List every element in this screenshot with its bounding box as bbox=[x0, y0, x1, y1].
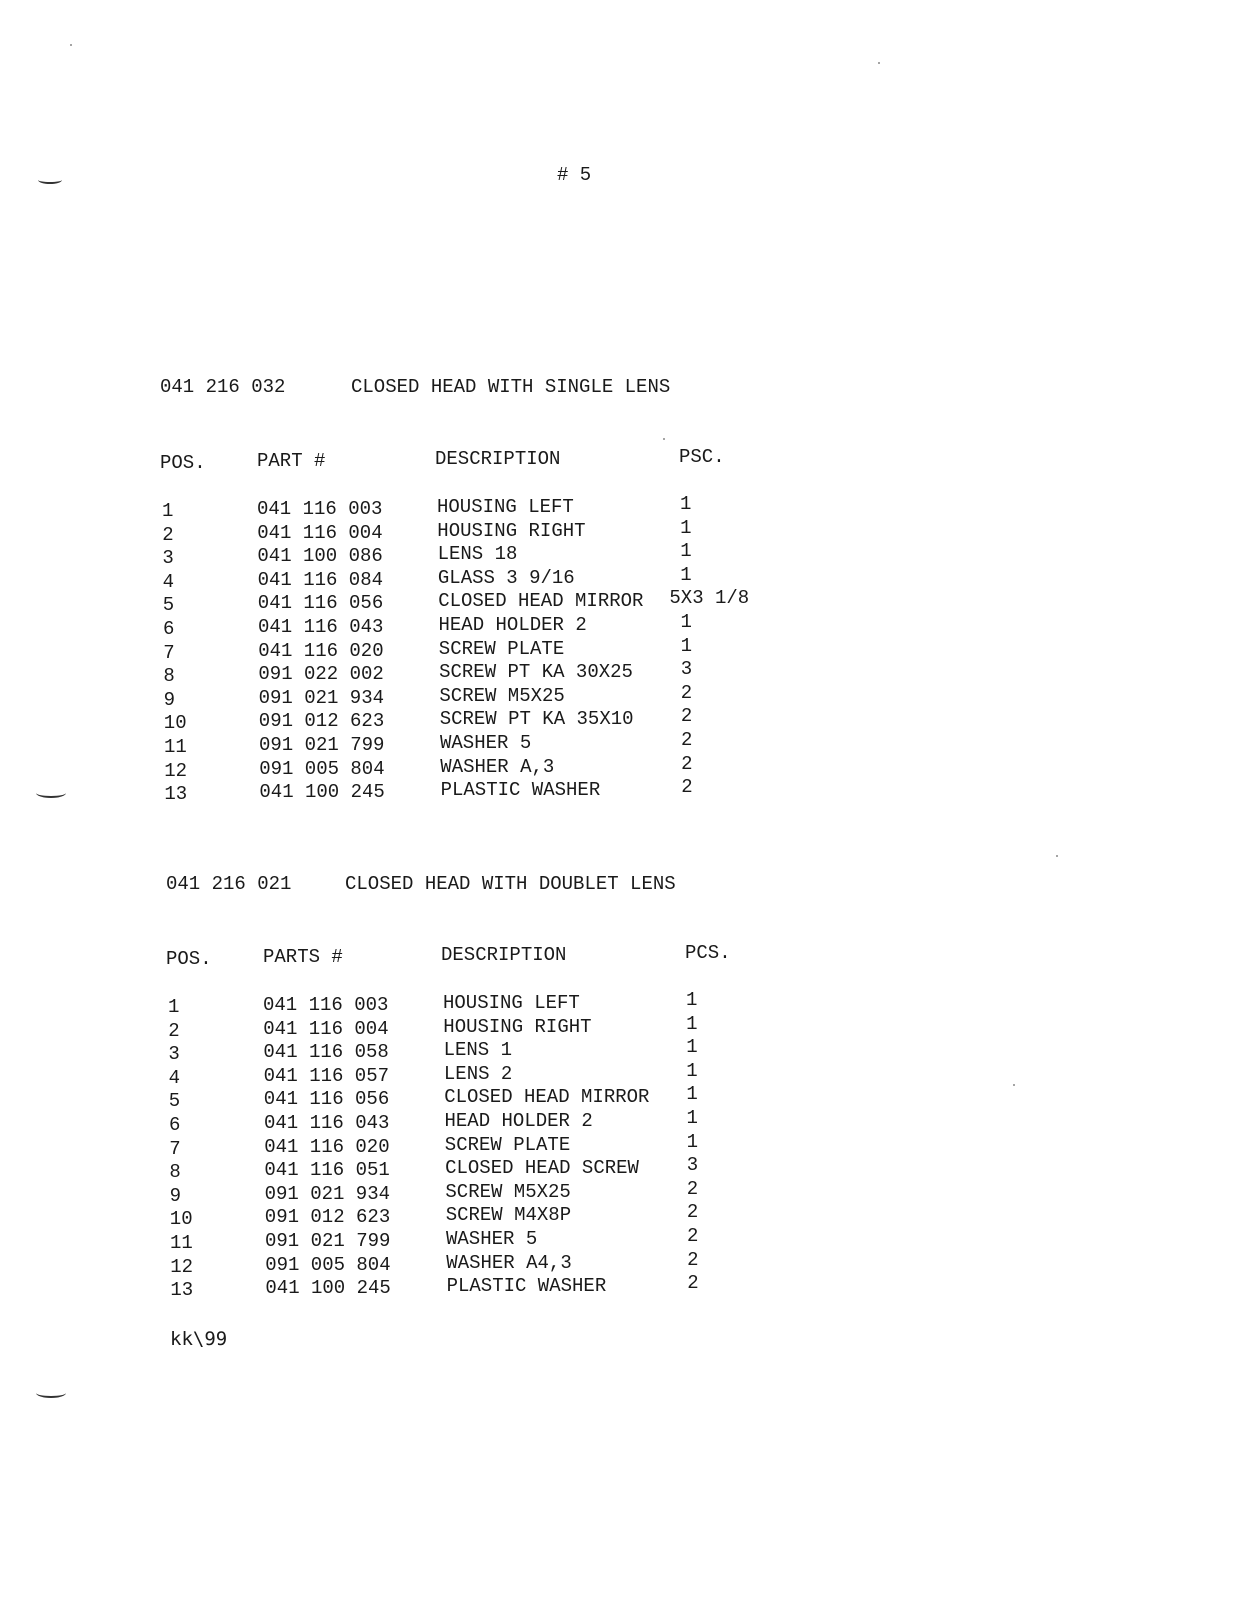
cell-pos: 3 bbox=[168, 1043, 180, 1066]
cell-description: HOUSING RIGHT bbox=[437, 519, 586, 542]
cell-pos: 6 bbox=[163, 618, 175, 640]
cell-qty: 1 bbox=[680, 540, 692, 563]
cell-description: CLOSED HEAD SCREW bbox=[445, 1157, 639, 1180]
cell-pos: 9 bbox=[163, 688, 175, 711]
cell-part-number: 041 116 057 bbox=[263, 1064, 390, 1087]
assembly-code: 041 216 021 bbox=[166, 873, 292, 895]
scan-dot bbox=[663, 438, 665, 440]
cell-pos: 11 bbox=[164, 736, 187, 758]
cell-description: SCREW PLATE bbox=[444, 1133, 571, 1156]
col-header-part: PARTS # bbox=[263, 946, 343, 968]
assembly-title: CLOSED HEAD WITH DOUBLET LENS bbox=[345, 873, 676, 895]
scan-dot bbox=[70, 44, 72, 46]
cell-qty: 2 bbox=[680, 681, 693, 704]
cell-pos: 2 bbox=[168, 1019, 180, 1042]
cell-pos: 4 bbox=[162, 570, 174, 593]
cell-pos: 3 bbox=[162, 547, 174, 570]
cell-part-number: 091 005 804 bbox=[259, 757, 385, 780]
cell-pos: 1 bbox=[162, 500, 174, 522]
cell-part-number: 041 116 058 bbox=[263, 1041, 389, 1064]
cell-description: CLOSED HEAD MIRROR bbox=[444, 1086, 650, 1109]
cell-part-number: 041 116 084 bbox=[257, 568, 384, 591]
scan-dot bbox=[1056, 855, 1058, 857]
cell-qty: 1 bbox=[680, 611, 692, 633]
cell-part-number: 041 116 043 bbox=[258, 616, 384, 638]
cell-description: PLASTIC WASHER bbox=[440, 779, 601, 802]
cell-description: WASHER 5 bbox=[440, 732, 532, 754]
cell-qty: 3 bbox=[680, 658, 693, 681]
scan-mark bbox=[36, 788, 66, 798]
cell-part-number: 091 012 623 bbox=[264, 1206, 391, 1229]
cell-pos: 6 bbox=[169, 1114, 181, 1136]
scan-dot bbox=[878, 62, 880, 64]
cell-part-number: 041 116 003 bbox=[257, 498, 383, 520]
cell-qty: 1 bbox=[686, 1036, 698, 1059]
cell-part-number: 091 022 002 bbox=[258, 663, 384, 686]
cell-description: HOUSING RIGHT bbox=[443, 1015, 592, 1038]
cell-qty: 1 bbox=[680, 493, 692, 515]
cell-qty: 5X3 1/8 bbox=[669, 587, 750, 610]
cell-pos: 12 bbox=[170, 1255, 193, 1278]
cell-description: HOUSING LEFT bbox=[437, 496, 574, 518]
cell-qty: 2 bbox=[686, 1177, 699, 1200]
col-header-description: DESCRIPTION bbox=[441, 944, 567, 966]
col-header-pos: POS. bbox=[160, 452, 206, 474]
cell-description: SCREW M5X25 bbox=[439, 684, 565, 707]
cell-pos: 1 bbox=[168, 996, 180, 1018]
cell-description: CLOSED HEAD MIRROR bbox=[438, 590, 644, 613]
col-header-qty: PCS. bbox=[685, 942, 731, 964]
col-header-part: PART # bbox=[257, 450, 326, 472]
cell-pos: 9 bbox=[169, 1184, 181, 1207]
assembly-title: CLOSED HEAD WITH SINGLE LENS bbox=[351, 376, 671, 398]
cell-description: SCREW PT KA 30X25 bbox=[439, 661, 633, 684]
cell-pos: 2 bbox=[162, 523, 174, 546]
cell-pos: 13 bbox=[170, 1279, 194, 1302]
cell-description: LENS 18 bbox=[437, 543, 518, 566]
cell-pos: 8 bbox=[163, 665, 175, 688]
cell-description: WASHER 5 bbox=[446, 1228, 538, 1250]
cell-qty: 1 bbox=[686, 1059, 698, 1082]
cell-part-number: 041 116 004 bbox=[263, 1017, 389, 1040]
cell-part-number: 091 021 934 bbox=[258, 686, 385, 709]
cell-description: PLASTIC WASHER bbox=[446, 1275, 607, 1298]
scan-mark bbox=[36, 1388, 66, 1398]
cell-part-number: 041 116 056 bbox=[257, 592, 384, 615]
col-header-qty: PSC. bbox=[679, 446, 725, 468]
cell-pos: 10 bbox=[163, 712, 187, 735]
scan-dot bbox=[1013, 1084, 1015, 1086]
cell-part-number: 091 021 934 bbox=[264, 1182, 391, 1205]
cell-description: LENS 1 bbox=[443, 1039, 513, 1062]
cell-part-number: 041 116 051 bbox=[264, 1159, 390, 1182]
cell-qty: 1 bbox=[686, 1130, 698, 1153]
cell-description: HEAD HOLDER 2 bbox=[444, 1110, 593, 1132]
cell-pos: 7 bbox=[163, 641, 175, 664]
cell-qty: 3 bbox=[686, 1154, 699, 1177]
cell-qty: 2 bbox=[681, 729, 693, 751]
cell-qty: 2 bbox=[681, 752, 693, 775]
cell-description: HEAD HOLDER 2 bbox=[438, 614, 587, 636]
col-header-pos: POS. bbox=[166, 948, 212, 970]
cell-description: LENS 2 bbox=[443, 1062, 513, 1085]
cell-qty: 2 bbox=[681, 776, 693, 799]
cell-qty: 1 bbox=[680, 516, 692, 539]
cell-part-number: 041 116 020 bbox=[258, 639, 384, 662]
cell-pos: 8 bbox=[169, 1161, 181, 1184]
cell-part-number: 041 116 043 bbox=[264, 1112, 390, 1134]
cell-qty: 1 bbox=[680, 634, 692, 657]
cell-description: WASHER A4,3 bbox=[446, 1251, 572, 1274]
cell-part-number: 091 005 804 bbox=[265, 1253, 391, 1276]
footer-initials: kk\99 bbox=[170, 1328, 228, 1350]
cell-pos: 13 bbox=[164, 783, 188, 806]
cell-qty: 2 bbox=[687, 1248, 699, 1271]
cell-qty: 1 bbox=[686, 1107, 698, 1129]
assembly-code: 041 216 032 bbox=[160, 376, 286, 398]
section-header bbox=[160, 376, 671, 442]
cell-qty: 2 bbox=[687, 1225, 699, 1247]
cell-description: WASHER A,3 bbox=[440, 755, 555, 778]
cell-pos: 11 bbox=[170, 1232, 193, 1254]
cell-part-number: 041 100 245 bbox=[265, 1277, 391, 1300]
cell-pos: 5 bbox=[168, 1090, 181, 1113]
scan-mark bbox=[38, 176, 62, 184]
cell-part-number: 041 116 020 bbox=[264, 1135, 390, 1158]
cell-description: GLASS 3 9/16 bbox=[437, 566, 575, 589]
cell-qty: 2 bbox=[686, 1201, 699, 1224]
cell-part-number: 091 012 623 bbox=[258, 710, 385, 733]
cell-description: SCREW PT KA 35X10 bbox=[439, 708, 634, 731]
cell-pos: 4 bbox=[168, 1066, 180, 1089]
cell-description: HOUSING LEFT bbox=[443, 992, 580, 1014]
cell-pos: 10 bbox=[169, 1208, 193, 1231]
cell-pos: 7 bbox=[169, 1137, 181, 1160]
page-number: # 5 bbox=[557, 164, 592, 186]
cell-part-number: 041 100 086 bbox=[257, 545, 383, 568]
cell-description: SCREW M5X25 bbox=[445, 1180, 571, 1203]
cell-pos: 5 bbox=[162, 594, 175, 617]
cell-qty: 1 bbox=[686, 989, 698, 1011]
cell-part-number: 041 116 003 bbox=[263, 994, 389, 1016]
cell-pos: 12 bbox=[164, 759, 187, 782]
cell-part-number: 041 100 245 bbox=[259, 781, 385, 804]
cell-part-number: 091 021 799 bbox=[265, 1230, 391, 1252]
cell-description: SCREW M4X8P bbox=[445, 1204, 572, 1227]
col-header-description: DESCRIPTION bbox=[435, 448, 561, 470]
cell-part-number: 041 116 056 bbox=[263, 1088, 390, 1111]
cell-qty: 2 bbox=[687, 1272, 699, 1295]
cell-description: SCREW PLATE bbox=[438, 637, 565, 660]
cell-part-number: 091 021 799 bbox=[259, 734, 385, 756]
cell-qty: 1 bbox=[686, 1012, 698, 1035]
section-header bbox=[166, 873, 676, 939]
cell-qty: 1 bbox=[680, 563, 692, 586]
cell-qty: 2 bbox=[680, 705, 693, 728]
cell-part-number: 041 116 004 bbox=[257, 521, 383, 544]
cell-qty: 1 bbox=[686, 1083, 698, 1106]
